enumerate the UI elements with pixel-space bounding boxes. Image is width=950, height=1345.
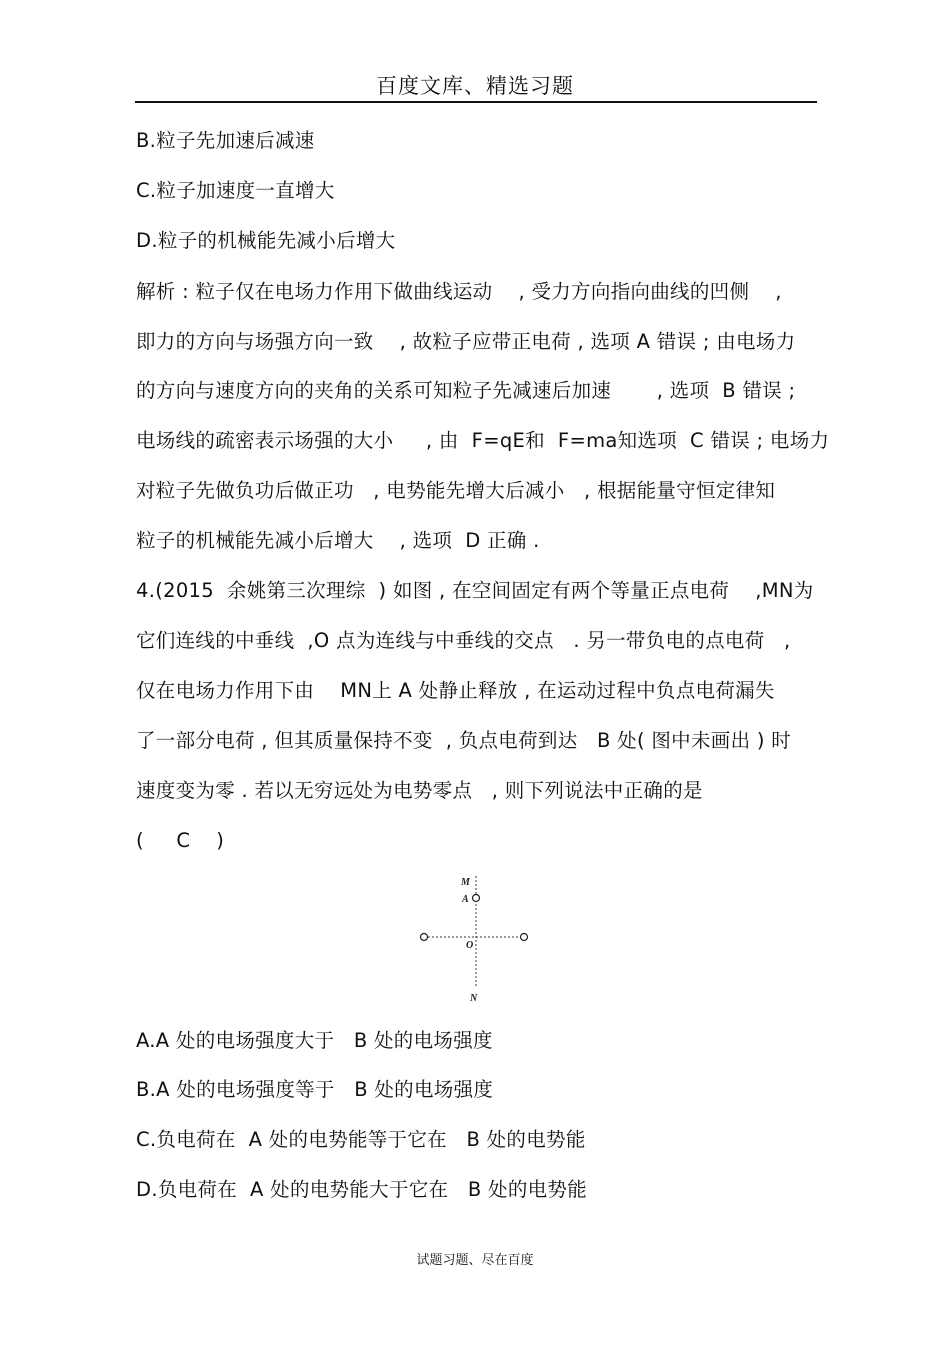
label-o: O (466, 940, 474, 951)
option-b: B.A 处的电场强度等于 B 处的电场强度 (136, 1078, 494, 1101)
page-header-title: 百度文库、精选习题 (376, 74, 574, 98)
question-text-line: 了一部分电荷 , 但其质量保持不变 , 负点电荷到达 B 处( 图中未画出 ) 时 (136, 729, 792, 752)
question-text-line: 仅在电场力作用下由 MN上 A 处静止释放 , 在运动过程中负点电荷漏失 (136, 679, 775, 702)
point-a-marker (473, 895, 480, 902)
label-n: N (470, 993, 478, 1004)
analysis-line: 的方向与速度方向的夹角的关系可知粒子先减速后加速 , 选项 B 错误 ; (136, 379, 796, 402)
positive-charge-left (421, 934, 428, 941)
option-c-previous: C.粒子加速度一直增大 (136, 179, 335, 202)
label-a: A (462, 894, 469, 905)
question-text-line: 4.(2015 余姚第三次理综 ) 如图 , 在空间固定有两个等量正点电荷 ,MN为 (136, 579, 814, 602)
label-m: M (461, 877, 470, 888)
option-a: A.A 处的电场强度大于 B 处的电场强度 (136, 1029, 493, 1052)
analysis-line: 电场线的疏密表示场强的大小 , 由 F=qE和 F=ma知选项 C 错误 ; 电场力 (136, 429, 830, 452)
analysis-line: 解析 : 粒子仅在电场力作用下做曲线运动 , 受力方向指向曲线的凹侧 , (136, 280, 782, 303)
option-b-previous: B.粒子先加速后减速 (136, 129, 315, 152)
positive-charge-right (521, 934, 528, 941)
question-text-line: 它们连线的中垂线 ,O 点为连线与中垂线的交点 . 另一带负电的点电荷 , (136, 629, 791, 652)
analysis-line: 对粒子先做负功后做正功 , 电势能先增大后减小 , 根据能量守恒定律知 (136, 479, 776, 502)
header-divider (135, 101, 817, 103)
analysis-line: 粒子的机械能先减小后增大 , 选项 D 正确 . (136, 529, 540, 552)
question-text-line: 速度变为零 . 若以无穷远处为电势零点 , 则下列说法中正确的是 (136, 779, 703, 802)
option-d-previous: D.粒子的机械能先减小后增大 (136, 229, 396, 252)
option-c: C.负电荷在 A 处的电势能等于它在 B 处的电势能 (136, 1128, 586, 1151)
analysis-line: 即力的方向与场强方向一致 , 故粒子应带正电荷 , 选项 A 错误 ; 由电场力 (136, 330, 796, 353)
option-d: D.负电荷在 A 处的电势能大于它在 B 处的电势能 (136, 1178, 588, 1201)
answer-bracket: ( C ) (136, 829, 225, 852)
charge-diagram (410, 868, 540, 1008)
page-footer: 试题习题、尽在百度 (416, 1253, 534, 1268)
